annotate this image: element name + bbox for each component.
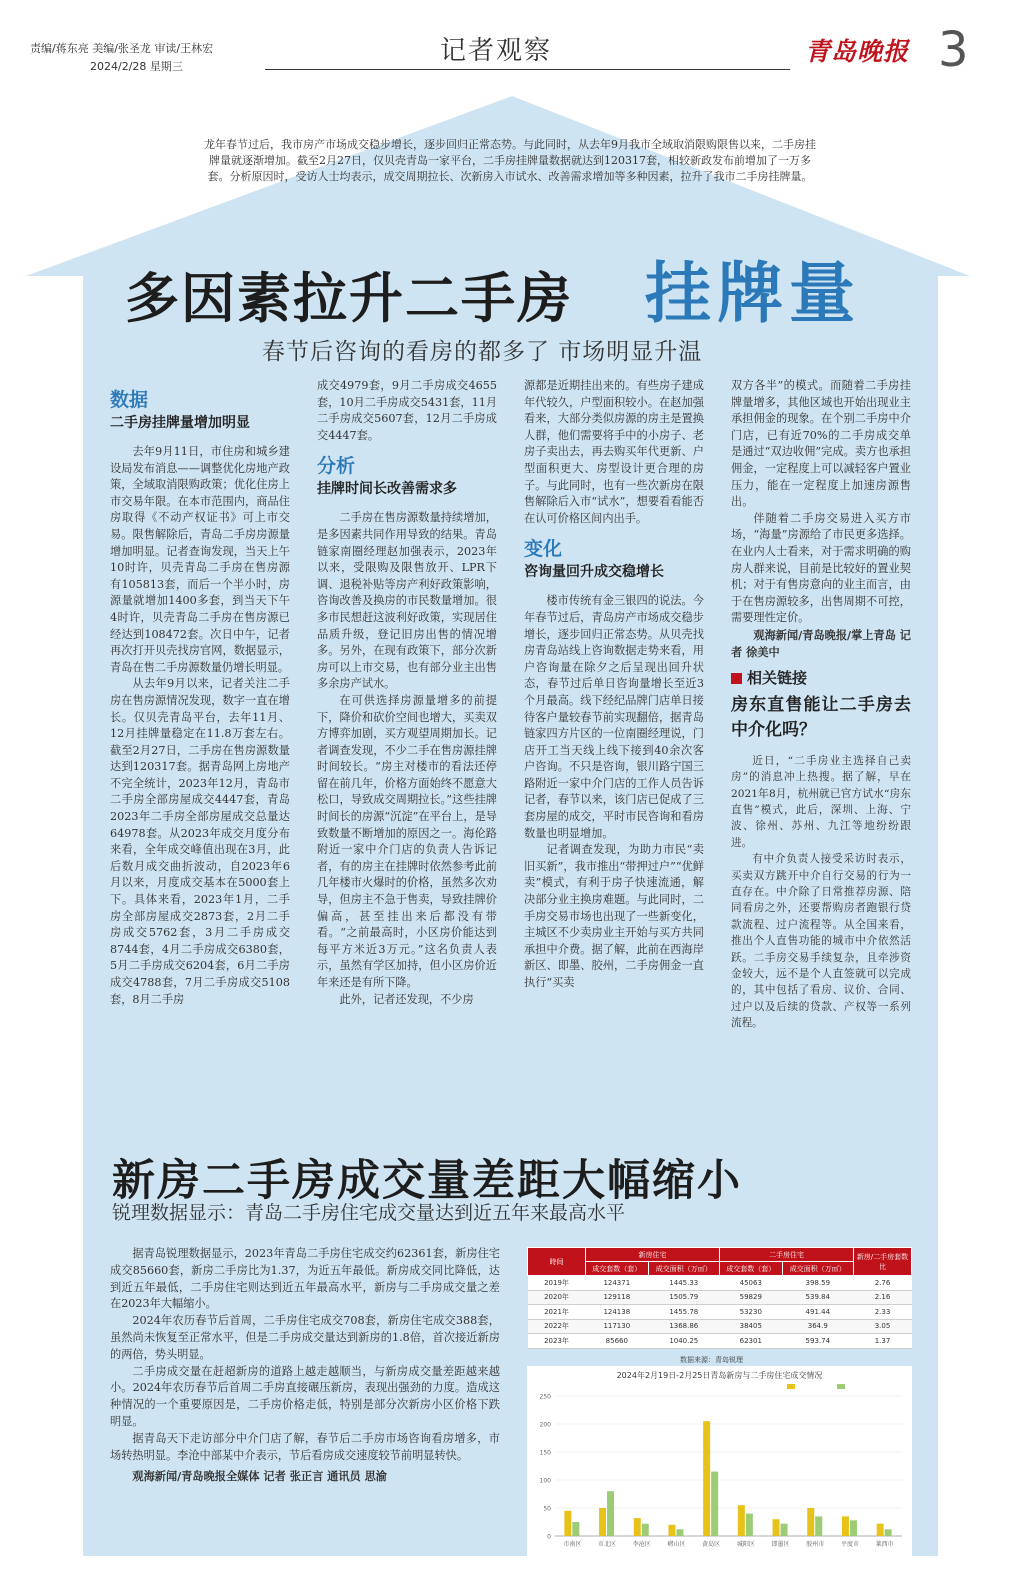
table-header-area: 成交面积（万㎡） xyxy=(648,1262,719,1276)
bar xyxy=(738,1505,745,1536)
section-title: 记者观察 xyxy=(440,36,553,66)
page-number: 3 xyxy=(938,22,969,78)
chart-title: 2024年2月19日-2月25日青岛新房与二手房住宅成交情况 xyxy=(616,1371,823,1380)
bar xyxy=(807,1508,814,1536)
y-tick-label: 100 xyxy=(539,1477,551,1485)
paragraph: 去年9月11日，市住房和城乡建设局发布消息——调整优化房地产政策，全域取消限购政策；优化住房上市交易年限。在本市范围内，商品住房取得《不动产权证书》可上市交易。限售解除后，青岛二手房房源量增加明显。记者查询发现，当天上午10时许，贝壳青岛二手房在售房源有105813套，而后一个半小时，房源量就增加1400多套，到当天下午4时许，贝壳青岛二手房在售房源已经达到108472套。次日中午，记者再次打开贝壳找房官网，数据显示，青岛在售二手房源数量仍增长明显。 xyxy=(110,445,290,674)
header-date: 2024/2/28 星期三 xyxy=(90,60,183,73)
bar-chart xyxy=(527,1366,912,1556)
newspaper-logo: 青岛晚报 xyxy=(805,37,910,66)
x-tick-label: 莱西市 xyxy=(875,1541,894,1548)
bar xyxy=(676,1529,683,1536)
bar xyxy=(877,1524,884,1536)
table-row xyxy=(528,1290,912,1305)
table-cell: 124138 xyxy=(586,1305,649,1320)
legend-swatch xyxy=(787,1384,795,1389)
bar xyxy=(781,1524,788,1536)
x-tick-label: 市北区 xyxy=(598,1541,617,1548)
x-tick-label: 李沧区 xyxy=(632,1541,651,1548)
table-header-area: 成交面积（万㎡） xyxy=(782,1262,853,1276)
x-tick-label: 即墨区 xyxy=(771,1541,790,1548)
table-cell: 2.16 xyxy=(854,1290,912,1305)
article2-title: 新房二手房成交量差距大幅缩小 xyxy=(112,1156,742,1206)
x-tick-label: 市南区 xyxy=(563,1541,582,1548)
table-cell: 129118 xyxy=(586,1290,649,1305)
bar xyxy=(711,1472,718,1536)
paragraph: 据青岛锐理数据显示，2023年青岛二手房住宅成交约62361套，新房住宅成交85660套，新房二手房比为1.37，为近五年最低。新房成交同比降低，达到近五年最低，二手房住宅则达到近五年最高水平，新房与二手房成交量之差在2023年大幅缩小。 xyxy=(110,1247,500,1311)
article-title: 多因素拉升二手房 xyxy=(125,267,573,330)
table-cell: 2022年 xyxy=(528,1319,586,1334)
paragraph: 楼市传统有金三银四的说法。今年春节过后，青岛房产市场成交稳步增长，逐步回归正常态势。从贝壳找房青岛站线上咨询数据走势来看，用户咨询量在除夕之后呈现出回升状态，春节过后单日咨询量增长至近3个月最高。线下经纪品牌门店单日接待客户量较春节前实现翻倍，据青岛链家四方片区的一位南圈经理说，门店开工当天线上线下接到40余次客户咨询。不只是咨询，银川路宁国三路附近一家中介门店的工作人员告诉记者，春节以来，该门店已促成了三套房屋的成交，平时市民咨询和看房数量也明显增加。 xyxy=(524,594,704,840)
y-tick-label: 150 xyxy=(539,1449,551,1457)
article-column-2 xyxy=(317,378,497,1008)
table-header-new: 新房住宅 xyxy=(586,1248,720,1262)
related-link-label: 相关链接 xyxy=(747,669,808,688)
table-cell: 2.76 xyxy=(854,1276,912,1291)
x-tick-label: 黄岛区 xyxy=(702,1541,721,1548)
bar xyxy=(564,1511,571,1536)
header-divider xyxy=(265,69,790,70)
article2-body xyxy=(110,1246,500,1485)
article-column-3 xyxy=(524,378,704,992)
header-credits-block xyxy=(30,40,213,76)
table-row xyxy=(528,1319,912,1334)
table-cell: 398.59 xyxy=(782,1276,853,1291)
x-tick-label: 城阳区 xyxy=(736,1541,755,1548)
table-cell: 62301 xyxy=(719,1334,782,1349)
section-heading: 二手房挂牌量增加明显 xyxy=(110,415,250,431)
article-byline: 观海新闻/青岛晚报/掌上青岛 记者 徐美中 xyxy=(731,627,911,659)
bar xyxy=(703,1421,710,1536)
table-cell: 85660 xyxy=(586,1334,649,1349)
y-tick-label: 50 xyxy=(543,1505,551,1513)
bar xyxy=(815,1516,822,1536)
table-header-units: 成交套数（套） xyxy=(719,1262,782,1276)
table-cell: 539.84 xyxy=(782,1290,853,1305)
table-cell: 2020年 xyxy=(528,1290,586,1305)
y-tick-label: 200 xyxy=(539,1421,551,1429)
article-subtitle: 春节后咨询的看房的都多了 市场明显升温 xyxy=(262,339,703,365)
bar xyxy=(773,1519,780,1536)
bar xyxy=(572,1522,579,1536)
related-link-kicker xyxy=(731,670,911,687)
table-cell: 117130 xyxy=(586,1319,649,1334)
table-cell: 1368.86 xyxy=(648,1319,719,1334)
x-tick-label: 胶州市 xyxy=(806,1541,825,1548)
table-cell: 1445.33 xyxy=(648,1276,719,1291)
table-header-ratio: 新房/二手房套数比 xyxy=(854,1248,912,1276)
table-cell: 124371 xyxy=(586,1276,649,1291)
table-row xyxy=(528,1334,912,1349)
bar xyxy=(842,1516,849,1536)
table-cell: 45063 xyxy=(719,1276,782,1291)
paragraph: 在可供选择房源量增多的前提下，降价和砍价空间也增大，买卖双方博弈加剧，买方观望周期加长。记者调查发现，不少二手在售房源挂牌时间较长。“房主对楼市的看法还停留在前几年，价格方面始终不愿意大松口，导致成交周期拉长。”这些挂牌时间长的房源“沉淀”在平台上，是导致数量不断增加的原因之一。海伦路附近一家中介门店的负责人告诉记者，有的房主在挂牌时依然参考此前几年楼市火爆时的价格，虽然多次劝导，但房主不急于售卖，导致挂牌价偏高，甚至挂出来后都没有带看。“之前最高时，小区房价能达到每平方米近3万元。”这名负责人表示，虽然有学区加持，但小区房价近年来还是有所下降。 xyxy=(317,693,497,989)
table-cell: 1455.78 xyxy=(648,1305,719,1320)
section-kicker: 分析 xyxy=(317,455,356,478)
paragraph: 有中介负责人接受采访时表示，买卖双方跳开中介自行交易的行为一直存在。中介除了日常推荐房源、陪同看房之外，还要帮购房者跑银行贷款流程、过户流程等。从全国来看，推出个人直售功能的城市中介依然活跃。二手房交易手续复杂，且牵涉资金较大，远不是个人直签就可以完成的，其中包括了看房、议价、合同、过户以及后续的贷款、产权等一系列流程。 xyxy=(731,853,911,1030)
table-cell: 38405 xyxy=(719,1319,782,1334)
article-column-4 xyxy=(731,378,911,1032)
x-tick-label: 平度市 xyxy=(840,1541,859,1548)
y-tick-label: 0 xyxy=(547,1533,551,1541)
paragraph: 源都是近期挂出来的。有些房子建成年代较久，户型面积较小。在赵加强看来，大部分类似房源的房主是置换人群，他们需要将手中的小房子、老房子卖出去，再去购买年代更新、户型面积更大、房型设计更合理的房子。与此同时，也有一些次新房在限售解除后入市“试水”，想要看看能否在认可价格区间内出手。 xyxy=(524,379,704,525)
article-lead: 龙年春节过后，我市房产市场成交稳步增长，逐步回归正常态势。与此同时，从去年9月我市全域取消限购限售以来，二手房挂牌量就逐渐增加。截至2月27日，仅贝壳青岛一家平台，二手房挂牌量数据就达到120317套，相较新政发布前增加了一万多套。分析原因时，受访人士均表示，成交周期拉长、次新房入市试水、改善需求增加等多种因素，拉升了我市二手房挂牌量。 xyxy=(204,138,816,184)
x-tick-label: 崂山区 xyxy=(667,1541,686,1548)
section-kicker: 变化 xyxy=(524,538,563,561)
article-column-1 xyxy=(110,388,290,1008)
paragraph: 近日，“二手房业主选择自己卖房”的消息冲上热搜。据了解，早在2021年8月，杭州就已官方试水“房东直售”模式，此后，深圳、上海、宁波、徐州、苏州、九江等地纷纷跟进。 xyxy=(731,754,911,849)
bar xyxy=(850,1520,857,1536)
article-title-accent: 挂牌量 xyxy=(645,254,861,332)
paragraph: 此外，记者还发现，不少房 xyxy=(339,992,474,1006)
table-cell: 2021年 xyxy=(528,1305,586,1320)
bar xyxy=(668,1525,675,1536)
transaction-table xyxy=(527,1247,912,1349)
table-cell: 364.9 xyxy=(782,1319,853,1334)
table-cell: 2019年 xyxy=(528,1276,586,1291)
table-source: 数据来源：青岛锐理 xyxy=(680,1356,743,1364)
table-cell: 53230 xyxy=(719,1305,782,1320)
table-cell: 59829 xyxy=(719,1290,782,1305)
table-header-units: 成交套数（套） xyxy=(586,1262,649,1276)
table-cell: 1.37 xyxy=(854,1334,912,1349)
paragraph: 记者调查发现，为助力市民“卖旧买新”，我市推出“带押过户”“优鲜卖”模式，有利于房子快速流通，解决部分业主换房难题。与此同时，二手房交易市场也出现了一些新变化，主城区不少卖房业主开始与买方共同承担中介费。据了解，此前在西海岸新区、即墨、胶州，二手房佣金一直执行“买卖 xyxy=(524,843,704,989)
table-cell: 2023年 xyxy=(528,1334,586,1349)
article2-byline: 观海新闻/青岛晚报全媒体 记者 张正言 通讯员 思渝 xyxy=(132,1469,387,1484)
paragraph: 二手房成交量在赶超新房的道路上越走越顺当，与新房成交量差距越来越小。2024年农历春节后首周二手房直接碾压新房，表现出强劲的力度。造成这种情况的一个重要原因是，二手房价格走低，特别是部分次新房小区价格下跌明显。 xyxy=(110,1364,500,1428)
table-cell: 1040.25 xyxy=(648,1334,719,1349)
bar xyxy=(885,1529,892,1536)
red-square-icon xyxy=(731,673,742,684)
section-heading: 咨询量回升成交稳增长 xyxy=(524,564,664,581)
table-header-second: 二手房住宅 xyxy=(719,1248,853,1262)
related-link-box xyxy=(731,670,911,1032)
article2-subtitle: 锐理数据显示：青岛二手房住宅成交量达到近五年来最高水平 xyxy=(112,1202,626,1224)
table-cell: 3.05 xyxy=(854,1319,912,1334)
paragraph: 据青岛天下走访部分中介门店了解，春节后二手房市场咨询看房增多，市场转热明显。李沧中部某中介表示，节后看房成交速度较节前明显转快。 xyxy=(110,1431,500,1462)
bar xyxy=(642,1524,649,1536)
table-row xyxy=(528,1276,912,1291)
table-cell: 593.74 xyxy=(782,1334,853,1349)
paragraph: 成交4979套，9月二手房成交4655套，10月二手房成交5431套，11月二手房成交5607套，12月二手房成交4447套。 xyxy=(317,379,498,442)
table-cell: 1505.79 xyxy=(648,1290,719,1305)
legend-swatch xyxy=(837,1384,845,1389)
paragraph: 2024年农历春节后首周，二手房住宅成交708套，新房住宅成交388套，虽然尚未恢复至正常水平，但是二手房成交量达到新房的1.8倍，首次接近新房的两倍，势头明显。 xyxy=(110,1314,500,1361)
section-kicker: 数据 xyxy=(110,389,149,411)
chart-container xyxy=(527,1366,912,1556)
bar xyxy=(746,1514,753,1536)
y-tick-label: 250 xyxy=(539,1393,551,1401)
paragraph: 二手房在售房源数量持续增加，是多因素共同作用导致的结果。青岛链家南圈经理赵加强表示，2023年以来，受限购及限售放开、LPR下调、退税补贴等房产利好政策影响，咨询改善及换房的市民数量增加。很多市民想赶这波利好政策，实现居住品质升级，登记旧房出售的情况增多。另外，在现有政策下，部分次新房可以上市交易，也有部分业主出售多余房产试水。 xyxy=(317,511,497,691)
header-credits: 责编/蒋东亮 美编/张圣龙 审读/王林宏 xyxy=(30,42,214,55)
bar xyxy=(634,1518,641,1536)
related-link-heading: 房东直售能让二手房去中介化吗？ xyxy=(731,694,911,740)
table-cell: 491.44 xyxy=(782,1305,853,1320)
table-cell: 2.33 xyxy=(854,1305,912,1320)
paragraph: 从去年9月以来，记者关注二手房在售房源情况发现，数字一直在增长。仅贝壳青岛平台，去年11月、12月挂牌量稳定在11.8万套左右。截至2月27日，二手房在售房源数量达到120317套。据青岛网上房地产不完全统计，2023年12月，青岛市二手房全部房屋成交4447套，青岛2023年二手房全部房屋成交总量达64978套。从2023年成交月度分布来看，全年成交峰值出现在3月，此后数月成交曲折波动，自2023年6月以来，月度成交基本在5000套上下。具体来看，2023年1月，二手房全部房屋成交2873套，2月二手房成交5762套，3月二手房成交8744套，4月二手房成交6380套，5月二手房成交6204套，6月二手房成交4788套，7月二手房成交5108套，8月二手房 xyxy=(110,677,290,1006)
paragraph: 双方各半”的模式。而随着二手房挂牌量增多，其他区域也开始出现业主承担佣金的现象。在个别二手房中介门店，已有近70%的二手房成交单是通过“双边收佣”完成。卖方也承担佣金，一定程度上可以减轻客户置业压力，能在一定程度上加速房源售出。 xyxy=(731,379,911,509)
bar xyxy=(599,1508,606,1536)
table-row xyxy=(528,1305,912,1320)
table-header-period: 時间 xyxy=(528,1248,586,1276)
section-heading: 挂牌时间长改善需求多 xyxy=(317,481,457,498)
paragraph: 伴随着二手房交易进入买方市场，“海量”房源给了市民更多选择。在业内人士看来，对于需求明确的购房人群来说，目前是比较好的置业契机；对于有售房意向的业主而言，由于在售房源较多，出售周期不可控，需要理性定价。 xyxy=(731,511,911,625)
bar xyxy=(607,1491,614,1536)
